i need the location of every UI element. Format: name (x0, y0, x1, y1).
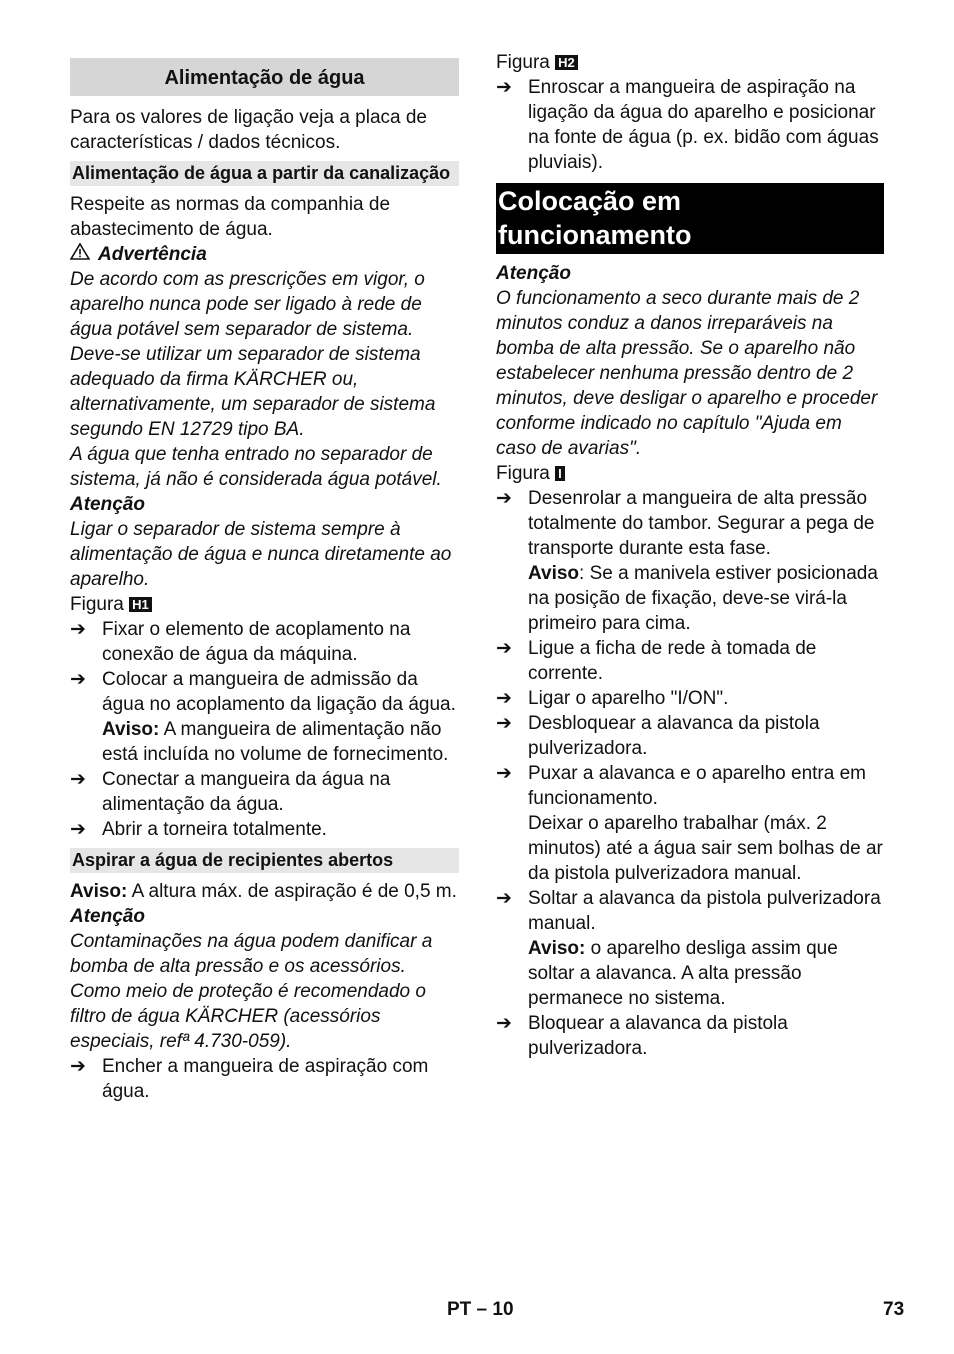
step-text: Conectar a mangueira da água na alimentação da água. (102, 769, 391, 815)
caution-label: Atenção (70, 906, 145, 927)
note-text: o aparelho desliga assim que soltar a alavanca. A alta pressão permanece no sistema. (528, 938, 838, 1009)
step-text: Enroscar a mangueira de aspiração na ligação da água do aparelho e posicionar na fonte de água (p. ex. bidão com águas pluviais). (528, 77, 879, 173)
arrow-icon: ➔ (496, 488, 512, 509)
step-text: Soltar a alavanca da pistola pulverizadora manual. (528, 888, 881, 934)
paragraph-water-company-rules: Respeite as normas da companhia de abastecimento de água. (70, 194, 391, 240)
step-release-lever (496, 886, 884, 1011)
step-fix-coupling (70, 617, 459, 667)
subsection-heading-mains-supply: Alimentação de água a partir da canalização (70, 161, 459, 186)
note-label: Aviso: (70, 881, 128, 902)
step-text: Encher a mangueira de aspiração com água. (102, 1056, 429, 1102)
arrow-icon: ➔ (70, 669, 86, 690)
step-lock-lever (496, 1011, 884, 1061)
right-column (496, 50, 884, 1061)
arrow-icon: ➔ (70, 1056, 86, 1077)
section-heading-water-supply: Alimentação de água (70, 58, 459, 96)
step-switch-on (496, 686, 884, 711)
caution-text-dry-run: O funcionamento a seco durante mais de 2 minutos conduz a danos irreparáveis na bomba de alta pressão. Se o aparelho não estabelecer nenhuma pressão dentro de 2 minutos, deve desligar o aparelho e proceder conforme indicado no capítulo "Ajuda em caso de avarias". (496, 288, 878, 459)
subsection-heading-open-containers: Aspirar a água de recipientes abertos (70, 848, 459, 873)
note-label: Aviso: (102, 719, 160, 740)
note-suction-height (70, 879, 459, 904)
arrow-icon: ➔ (70, 769, 86, 790)
step-text: Bloquear a alavanca da pistola pulverizadora. (528, 1013, 788, 1059)
step-text: Puxar a alavanca e o aparelho entra em funcionamento. (528, 763, 866, 809)
note-label: Aviso: (528, 938, 586, 959)
step-unlock-lever (496, 711, 884, 761)
step-extra-text: Deixar o aparelho trabalhar (máx. 2 minutos) até a água sair sem bolhas de ar da pistola pulverizadora manual. (528, 813, 883, 884)
figure-label: Figura (496, 463, 550, 484)
figure-label: Figura (496, 52, 550, 73)
step-attach-hose (70, 667, 459, 767)
step-text: Abrir a torneira totalmente. (102, 819, 327, 840)
caution-text-separator: Ligar o separador de sistema sempre à alimentação de água e nunca diretamente ao aparelho. (70, 519, 452, 590)
arrow-icon: ➔ (496, 688, 512, 709)
step-text: Fixar o elemento de acoplamento na conexão de água da máquina. (102, 619, 411, 665)
figure-badge-h2: H2 (555, 55, 578, 70)
step-text: Desbloquear a alavanca da pistola pulverizadora. (528, 713, 820, 759)
warning-label: Advertência (98, 244, 207, 265)
caution-label: Atenção (70, 494, 145, 515)
figure-label: Figura (70, 594, 124, 615)
step-text: Colocar a mangueira de admissão da água no acoplamento da ligação da água. (102, 669, 456, 715)
warning-text-separator: De acordo com as prescrições em vigor, o aparelho nunca pode ser ligado à rede de água potável sem separador de sistema. Deve-se utilizar um separador de sistema adequado da firma KÄRCHER ou, alternativamente, um separador de sistema segundo EN 12729 tipo BA. (70, 269, 436, 440)
arrow-icon: ➔ (70, 619, 86, 640)
note-text: A altura máx. de aspiração é de 0,5 m. (131, 881, 457, 902)
footer-language-page: PT – 10 (447, 1299, 514, 1320)
arrow-icon: ➔ (496, 888, 512, 909)
figure-badge-i: I (555, 466, 565, 481)
footer-page-number: 73 (883, 1299, 905, 1320)
left-column (70, 50, 459, 1104)
step-text: Ligue a ficha de rede à tomada de corrente. (528, 638, 817, 684)
paragraph-connection-values: Para os valores de ligação veja a placa de características / dados técnicos. (70, 107, 428, 153)
figure-reference-h1 (70, 592, 459, 617)
arrow-icon: ➔ (496, 638, 512, 659)
warning-heading (70, 242, 459, 267)
figure-reference-h2 (496, 50, 884, 75)
step-text: Ligar o aparelho "I/ON". (528, 688, 729, 709)
arrow-icon: ➔ (496, 713, 512, 734)
warning-text-potable: A água que tenha entrado no separador de sistema, já não é considerada água potável. (70, 444, 442, 490)
arrow-icon: ➔ (496, 1013, 512, 1034)
step-plug-in (496, 636, 884, 686)
step-open-tap (70, 817, 459, 842)
step-fill-suction-hose (70, 1054, 459, 1104)
note-label: Aviso (528, 563, 580, 584)
note-text: : Se a manivela estiver posicionada na posição de fixação, deve-se virá-la primeiro para cima. (528, 563, 878, 634)
caution-label: Atenção (496, 263, 571, 284)
figure-badge-h1: H1 (129, 597, 152, 612)
caution-text-contamination: Contaminações na água podem danificar a bomba de alta pressão e os acessórios. Como meio de proteção é recomendado o filtro de água KÄRCHER (acessórios especiais, refª 4.730-059). (70, 931, 433, 1052)
warning-triangle-icon (70, 242, 90, 267)
step-pull-lever (496, 761, 884, 886)
step-connect-hose (70, 767, 459, 817)
arrow-icon: ➔ (70, 819, 86, 840)
arrow-icon: ➔ (496, 77, 512, 98)
step-screw-suction-hose (496, 75, 884, 175)
figure-reference-i (496, 461, 884, 486)
note-text: A mangueira de alimentação não está incluída no volume de fornecimento. (102, 719, 449, 765)
arrow-icon: ➔ (496, 763, 512, 784)
step-unroll-hose (496, 486, 884, 636)
step-text: Desenrolar a mangueira de alta pressão totalmente do tambor. Segurar a pega de transporte durante esta fase. (528, 488, 875, 559)
section-heading-start-up: Colocação em funcionamento (496, 183, 884, 254)
